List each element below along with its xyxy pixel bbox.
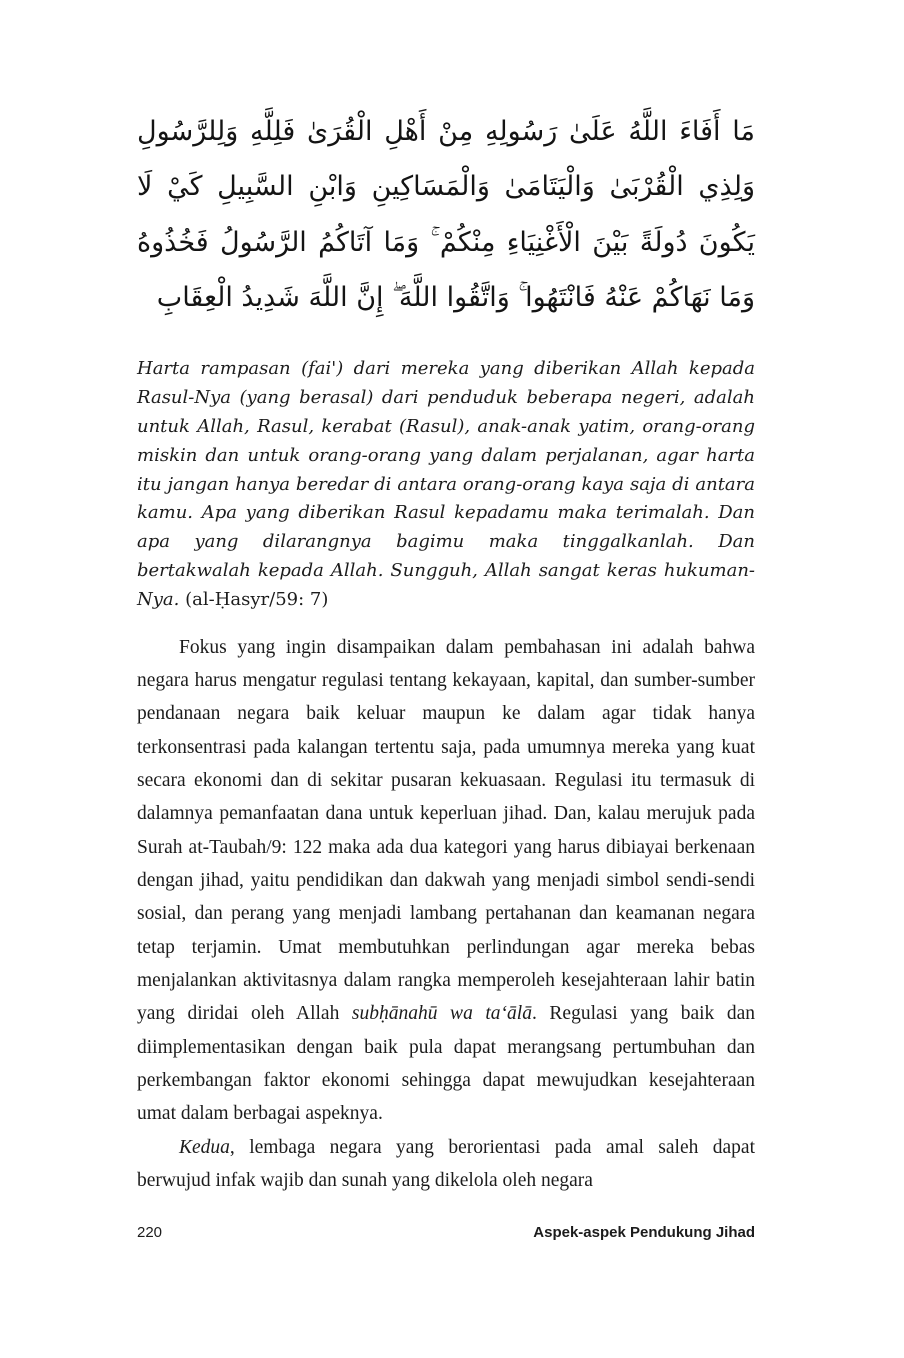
page-content (137, 104, 755, 1197)
running-header: Aspek-aspek Pendukung Jihad (533, 1224, 755, 1241)
paragraph-fokus-text-2: . Regulasi yang baik dan diimplementasikan dengan baik pula dapat merangsang pertumbuhan dan perkembangan faktor ekonomi sehingga dapat mewujudkan kesejahteraan umat dalam berbagai aspeknya. (137, 1003, 755, 1125)
paragraph-kedua-text: , lembaga negara yang berorientasi pada amal saleh dapat berwujud infak wajib dan sunah yang dikelola oleh negara (137, 1136, 755, 1192)
paragraph-kedua-lead-word: Kedua (179, 1136, 230, 1158)
page-number: 220 (137, 1224, 163, 1241)
quran-verse-arabic: مَا أَفَاءَ اللَّهُ عَلَىٰ رَسُولِهِ مِنْ أَهْلِ الْقُرَىٰ فَلِلَّهِ وَلِلرَّسُولِ وَلِذِي الْقُرْبَىٰ وَالْيَتَامَىٰ وَالْمَسَاكِينِ وَابْنِ السَّبِيلِ كَيْ لَا يَكُونَ دُولَةً بَيْنَ الْأَغْنِيَاءِ مِنْكُمْ ۚ وَمَا آتَاكُمُ الرَّسُولُ فَخُذُوهُ وَمَا نَهَاكُمْ عَنْهُ فَانْتَهُوا ۚ وَاتَّقُوا اللَّهَ ۖ إِنَّ اللَّهَ شَدِيدُ الْعِقَابِ (137, 116, 755, 314)
verse-translation (137, 355, 755, 614)
page-footer (137, 1224, 755, 1241)
paragraph-fokus-arabic-phrase: subḥānahū wa ta‘ālā (351, 1003, 532, 1025)
paragraph-kedua (137, 1131, 755, 1198)
verse-reference: (al-Ḥasyr/59: 7) (179, 588, 329, 610)
paragraph-fokus (137, 631, 755, 1131)
paragraph-fokus-text-1: Fokus yang ingin disampaikan dalam pembahasan ini adalah bahwa negara harus mengatur regulasi tentang kekayaan, kapital, dan sumber-sumber pendanaan negara baik keluar maupun ke dalam agar tidak hanya terkonsentrasi pada kalangan tertentu saja, pada umumnya mereka yang kuat secara ekonomi dan di sekitar pusaran kekuasaan. Regulasi itu termasuk di dalamnya pemanfaatan dana untuk keperluan jihad. Dan, kalau merujuk pada Surah at-Taubah/9: 122 maka ada dua kategori yang harus dibiayai berkenaan dengan jihad, yaitu pendidikan dan dakwah yang menjadi simbol sendi-sendi sosial, dan perang yang menjadi lambang pertahanan dan keamanan negara tetap terjamin. Umat membutuhkan perlindungan agar mereka bebas menjalankan aktivitasnya dalam rangka memperoleh kesejahteraan lahir batin yang diridai oleh Allah (137, 636, 755, 1025)
verse-translation-text: Harta rampasan (fai') dari mereka yang diberikan Allah kepada Rasul-Nya (yang berasal) dari penduduk beberapa negeri, adalah untuk Allah, Rasul, kerabat (Rasul), anak-anak yatim, orang-orang miskin dan untuk orang-orang yang dalam perjalanan, agar harta itu jangan hanya beredar di antara orang-orang kaya saja di antara kamu. Apa yang diberikan Rasul kepadamu maka terimalah. Dan apa yang dilarangnya bagimu maka tinggalkanlah. Dan bertakwalah kepada Allah. Sungguh, Allah sangat keras hukuman-Nya. (137, 358, 755, 610)
